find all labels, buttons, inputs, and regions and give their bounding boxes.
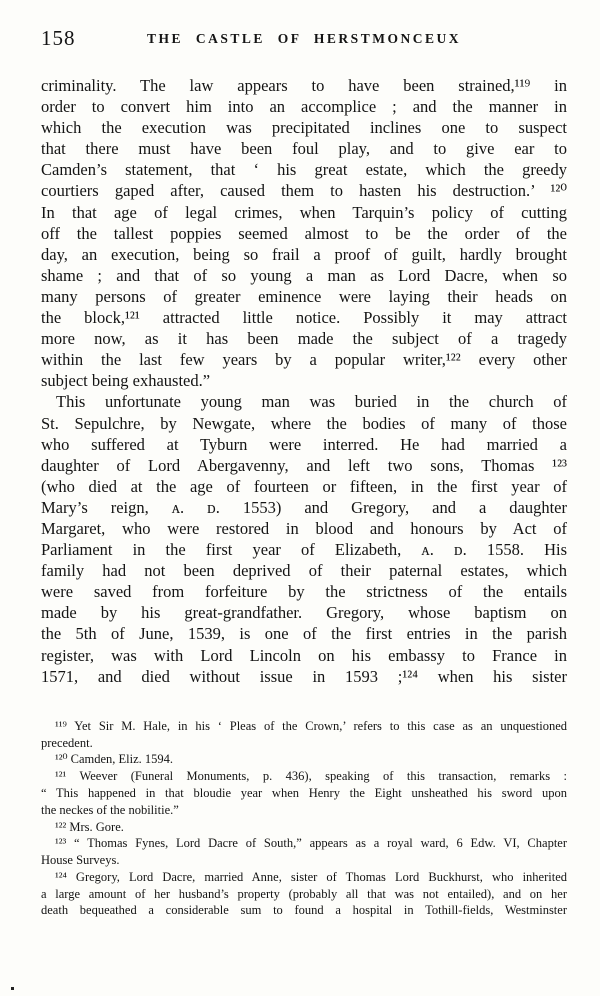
text-line: off the tallest poppies seemed almost to be the order of the xyxy=(41,223,567,243)
page-content xyxy=(41,26,567,919)
text-line: ¹²² Mrs. Gore. xyxy=(55,819,124,834)
footnote-119 xyxy=(41,718,567,752)
text-line: ¹²⁴ Gregory, Lord Dacre, married Anne, sister of Thomas Lord Buckhurst, who inherited xyxy=(55,869,567,884)
text-line: the 5th of June, 1539, is one of the first entries in the parish xyxy=(41,624,567,644)
text-line: who suffered at Tyburn were interred. He had married a xyxy=(41,434,567,454)
text-line: Mary’s reign, ᴀ. ᴅ. 1553) and Gregory, and a daughter xyxy=(41,497,567,517)
text-line: 1571, and died without issue in 1593 ;¹²⁴ when his sister xyxy=(41,666,567,686)
footnote-122 xyxy=(41,819,567,836)
footnote-124 xyxy=(41,869,567,919)
text-line: (who died at the age of fourteen or fifteen, in the first year of xyxy=(41,476,567,496)
text-line: made by his great-grandfather. Gregory, whose baptism on xyxy=(41,603,567,623)
text-line: ¹²³ “ Thomas Fynes, Lord Dacre of South,” appears as a royal ward, 6 Edw. VI, Chapter xyxy=(55,836,567,851)
text-line: shame ; and that of so young a man as Lord Dacre, when so xyxy=(41,265,567,285)
text-line: day, an execution, being so frail a proof of guilt, hardly brought xyxy=(41,244,567,264)
text-line: death bequeathed a considerable sum to found a hospital in Tothill-fields, Westminster xyxy=(41,903,567,918)
text-line: daughter of Lord Abergavenny, and left two sons, Thomas ¹²³ xyxy=(41,455,567,475)
text-line: the block,¹²¹ attracted little notice. Possibly it may attract xyxy=(41,308,567,328)
text-line: the neckes of the nobilitie.” xyxy=(41,802,179,817)
text-line: Camden’s statement, that ‘ his great estate, which the greedy xyxy=(41,160,567,180)
text-line: In that age of legal crimes, when Tarquin’s policy of cutting xyxy=(41,202,567,222)
page-header xyxy=(41,26,567,50)
text-line: were saved from forfeiture by the strictness of the entails xyxy=(41,582,567,602)
text-line: This unfortunate young man was buried in the church of xyxy=(56,392,567,412)
footnote-121 xyxy=(41,768,567,818)
text-line: Parliament in the first year of Elizabeth, ᴀ. ᴅ. 1558. His xyxy=(41,540,567,560)
text-line: many persons of greater eminence were laying their heads on xyxy=(41,286,567,306)
text-line: criminality. The law appears to have been strained,¹¹⁹ in xyxy=(41,76,567,95)
footnote-120 xyxy=(41,751,567,768)
text-line: more now, as it has been made the subject of a tragedy xyxy=(41,329,567,349)
text-line: precedent. xyxy=(41,735,93,750)
text-line: that there must have been foul play, and to give ear to xyxy=(41,139,567,159)
footnote-123 xyxy=(41,835,567,869)
text-line: House Surveys. xyxy=(41,853,120,868)
page-number: 158 xyxy=(41,26,76,50)
scan-speck xyxy=(11,987,14,990)
running-header: THE CASTLE OF HERSTMONCEUX xyxy=(147,31,461,46)
text-line: Margaret, who were restored in blood and honours by Act of xyxy=(41,518,567,538)
text-line: ¹²⁰ Camden, Eliz. 1594. xyxy=(55,752,174,767)
text-line: ¹¹⁹ Yet Sir M. Hale, in his ‘ Pleas of the Crown,’ refers to this case as an unquestioned xyxy=(55,718,567,733)
text-line: St. Sepulchre, by Newgate, where the bodies of many of those xyxy=(41,413,567,433)
paragraph xyxy=(41,75,567,391)
text-line: courtiers gaped after, caused them to hasten his destruction.’ ¹²⁰ xyxy=(41,181,567,201)
text-line: which the execution was precipitated inclines one to suspect xyxy=(41,118,567,138)
paragraph xyxy=(41,391,567,686)
text-line: register, was with Lord Lincoln on his embassy to France in xyxy=(41,645,567,665)
body-text xyxy=(41,75,567,687)
text-line: family had not been deprived of their paternal estates, which xyxy=(41,561,567,581)
footnote-section xyxy=(41,718,567,920)
text-line: “ This happened in that bloudie year when Henry the Eight unsheathed his sword upon xyxy=(41,785,567,800)
text-line: a large amount of her husband’s property (probably all that was not entailed), and on her xyxy=(41,886,567,901)
text-line: order to convert him into an accomplice ; and the manner in xyxy=(41,97,567,117)
text-line: ¹²¹ Weever (Funeral Monuments, p. 436), speaking of this transaction, remarks : xyxy=(55,769,567,784)
text-line: subject being exhausted.” xyxy=(41,371,211,391)
text-line: within the last few years by a popular writer,¹²² every other xyxy=(41,350,567,370)
